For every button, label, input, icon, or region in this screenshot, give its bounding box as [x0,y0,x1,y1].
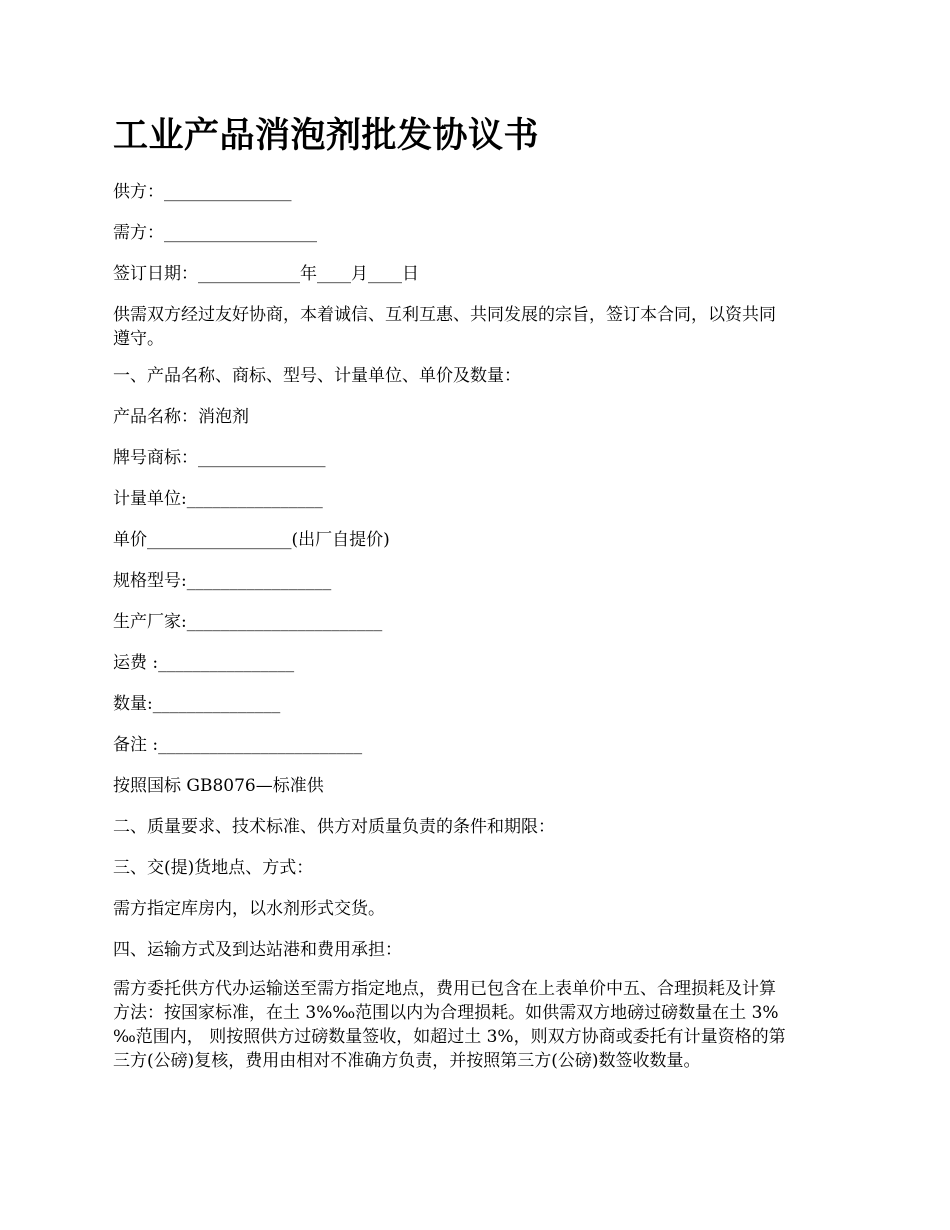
freight-line: 运费 :________________ [113,653,295,673]
spec-line: 规格型号:_________________ [113,571,332,591]
manufacturer-line: 生产厂家:_______________________ [113,612,383,632]
intro-line: 供需双方经过友好协商，本着诚信、互利互惠、共同发展的宗旨，签订本合同，以资共同 [113,305,776,325]
quantity-line: 数量:_______________ [113,694,281,714]
section-4-heading: 四、运输方式及到达站港和费用承担： [113,940,402,960]
intro-paragraph [113,303,840,351]
standard-line: 按照国标 GB8076—标准供 [113,776,324,796]
section-4-body-line: ‰范围内， 则按照供方过磅数量签收，如超过土 3%，则双方协商或委托有计量资格的第 [113,1027,786,1047]
section-1-heading: 一、产品名称、商标、型号、计量单位、单价及数量： [113,366,521,386]
brand-line: 牌号商标：_______________ [113,448,326,468]
buyer-line: 需方：__________________ [113,223,317,243]
section-2-heading: 二、质量要求、技术标准、供方对质量负责的条件和期限： [113,817,555,837]
document-title: 工业产品消泡剂批发协议书 [113,116,540,156]
intro-line: 遵守。 [113,329,164,349]
section-4-body-line: 三方(公磅)复核，费用由相对不准确方负责，并按照第三方(公磅)数签收数量。 [113,1051,701,1071]
supplier-line: 供方：_______________ [113,182,292,202]
section-4-body-line: 需方委托供方代办运输送至需方指定地点，费用已包含在上表单价中五、合理损耗及计算 [113,979,776,999]
product-name-line: 产品名称：消泡剂 [113,407,249,427]
section-4-body [113,977,840,1073]
sign-date-line: 签订日期：____________年____月____日 [113,264,419,284]
price-line: 单价_________________(出厂自提价) [113,530,390,550]
unit-line: 计量单位:________________ [113,489,323,509]
remarks-line: 备注 :________________________ [113,735,363,755]
section-4-body-line: 方法：按国家标准，在土 3%‰范围以内为合理损耗。如供需双方地磅过磅数量在土 3% [113,1003,779,1023]
section-3-heading: 三、交(提)货地点、方式： [113,858,314,878]
section-3-body: 需方指定库房内，以水剂形式交货。 [113,899,385,919]
